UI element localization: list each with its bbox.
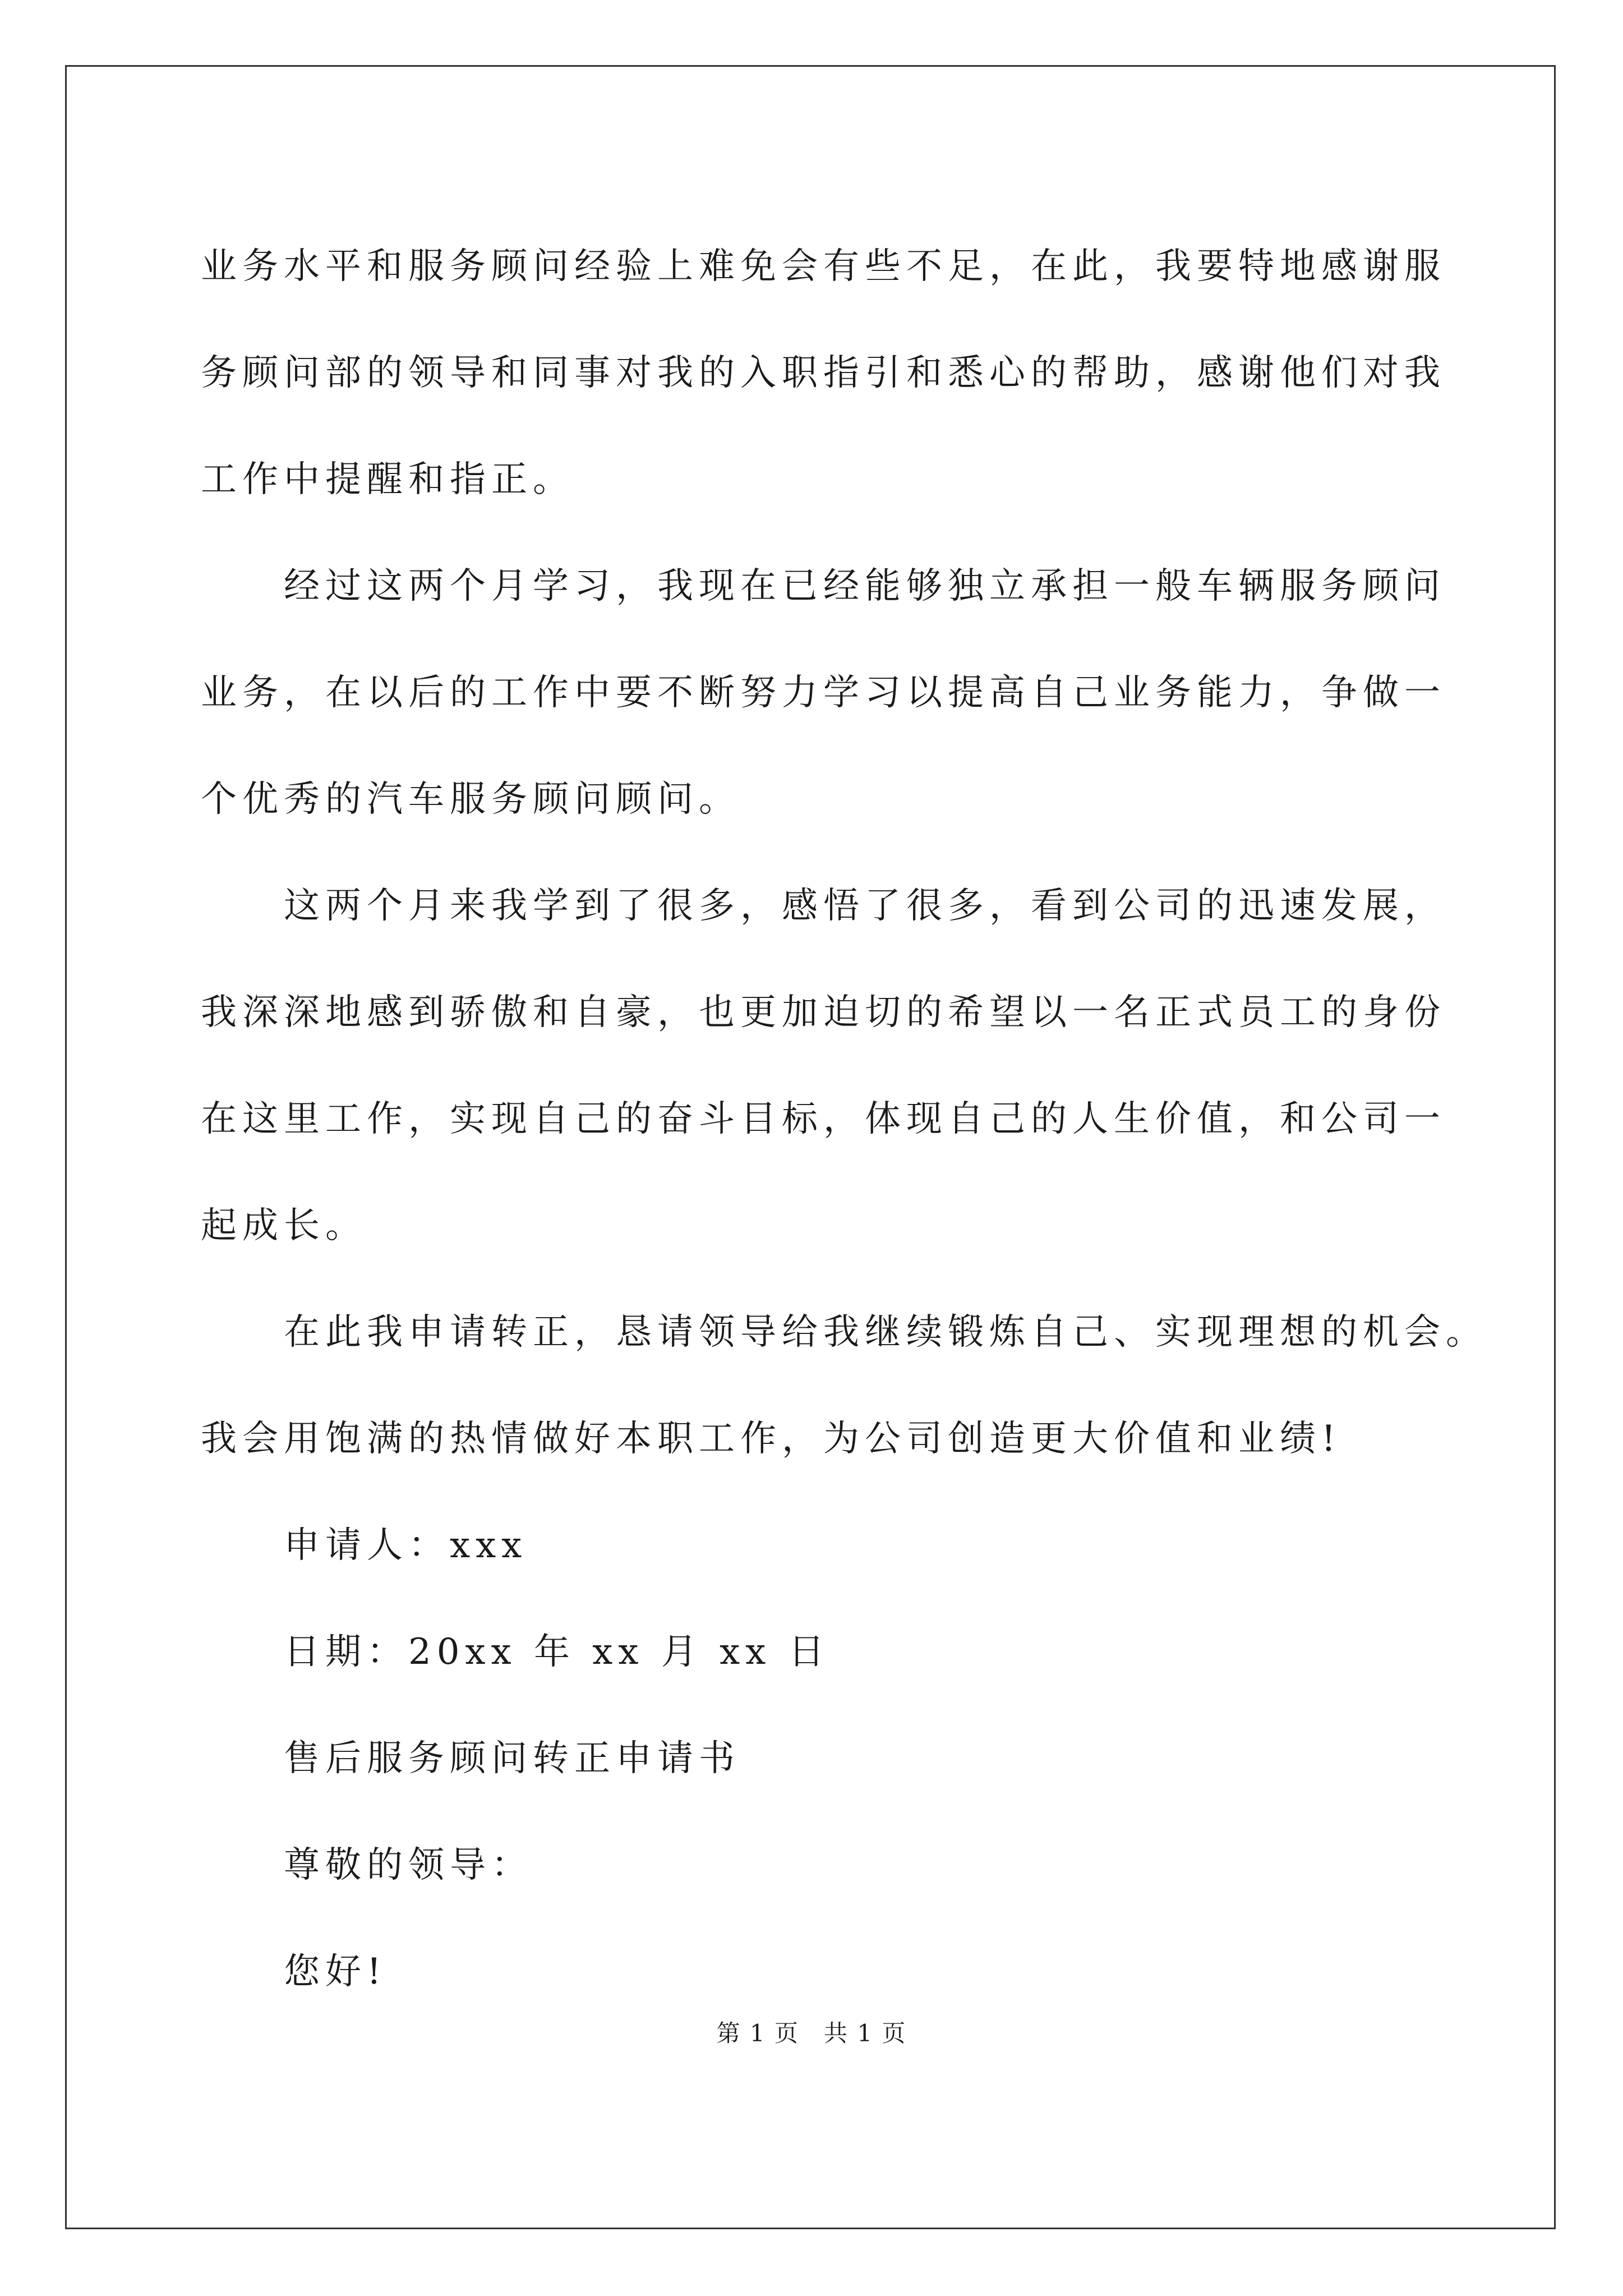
paragraph-first-line: 这两个月来我学到了很多，感悟了很多，看到公司的迅速发展， xyxy=(284,885,1446,927)
text-line: 在这里工作，实现自己的奋斗目标，体现自己的人生价值，和公司一 xyxy=(201,1098,1446,1140)
date-line: 日期：20xx 年 xx 月 xx 日 xyxy=(284,1631,830,1673)
text-line: 个优秀的汽车服务顾问顾问。 xyxy=(201,779,740,820)
page-number-total: 共 1 页 xyxy=(824,2019,907,2047)
greeting: 您好! xyxy=(284,1951,387,1993)
document-title: 售后服务顾问转正申请书 xyxy=(284,1738,740,1779)
applicant-line: 申请人：xxx xyxy=(284,1525,528,1566)
page-number-current: 第 1 页 xyxy=(716,2019,799,2047)
text-line: 我深深地感到骄傲和自豪，也更加迫切的希望以一名正式员工的身份 xyxy=(201,992,1446,1033)
page-footer xyxy=(0,2015,1623,2049)
salutation: 尊敬的领导： xyxy=(284,1844,533,1886)
text-line: 业务水平和服务顾问经验上难免会有些不足，在此，我要特地感谢服 xyxy=(201,246,1446,287)
text-line: 工作中提醒和指正。 xyxy=(201,459,574,500)
paragraph-first-line: 在此我申请转正，恳请领导给我继续锻炼自己、实现理想的机会。 xyxy=(284,1312,1487,1353)
paragraph-first-line: 经过这两个月学习，我现在已经能够独立承担一般车辆服务顾问 xyxy=(284,565,1446,607)
text-line: 业务，在以后的工作中要不断努力学习以提高自己业务能力，争做一 xyxy=(201,672,1446,714)
text-line: 起成长。 xyxy=(201,1205,367,1246)
document-body xyxy=(201,213,1487,2025)
text-line: 务顾问部的领导和同事对我的入职指引和悉心的帮助，感谢他们对我 xyxy=(201,352,1446,394)
text-line: 我会用饱满的热情做好本职工作，为公司创造更大价值和业绩! xyxy=(201,1418,1341,1460)
